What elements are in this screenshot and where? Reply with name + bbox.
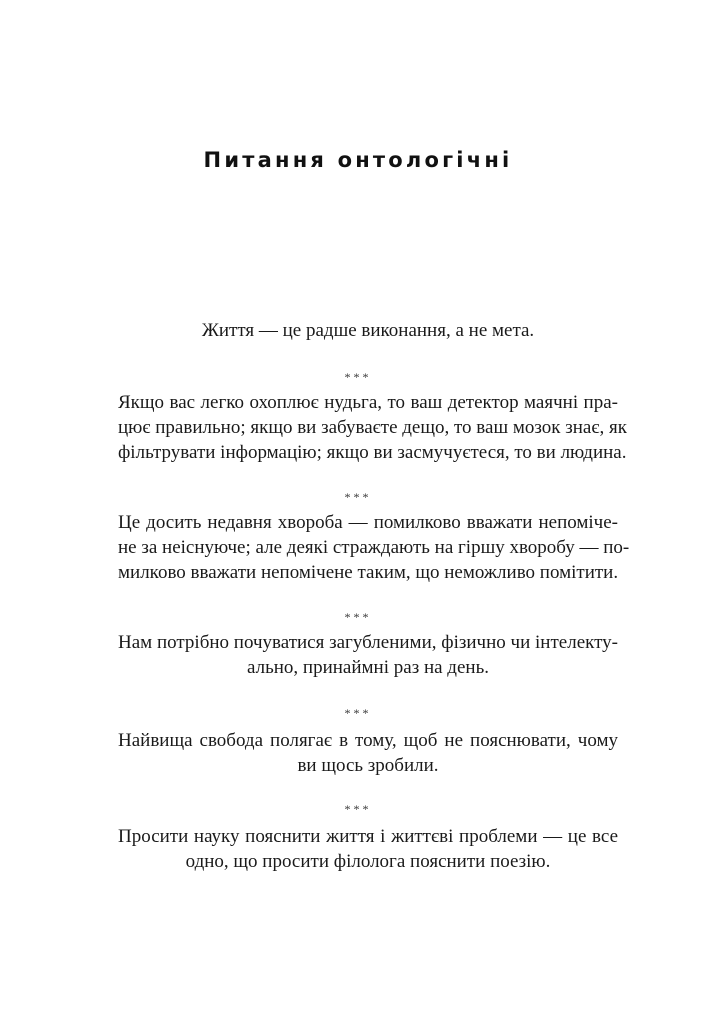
- aphorism-line: ви щось зробили.: [297, 755, 439, 776]
- separator: ***: [344, 610, 372, 624]
- aphorism-line: цює правильно; якщо ви забуваєте дещо, то ваш мозок знає, як: [118, 417, 627, 438]
- aphorism-line: фільтрувати інформацію; якщо ви засмучуєтеся, то ви людина.: [118, 442, 627, 463]
- separator: ***: [344, 490, 372, 504]
- aphorism-line: Найвища свобода полягає в тому, щоб не пояснювати, чому: [118, 730, 618, 751]
- aphorism-line: Якщо вас легко охоплює нудьга, то ваш детектор маячні пра-: [118, 392, 618, 413]
- aphorism-line: Життя — це радше виконання, а не мета.: [201, 320, 535, 341]
- aphorism-line: Це досить недавня хвороба — помилково вважати непоміче-: [118, 512, 618, 533]
- separator: ***: [344, 706, 372, 720]
- aphorism-2: [118, 390, 627, 465]
- aphorism-line: одно, що просити філолога пояснити поезію.: [185, 851, 551, 872]
- aphorism-4: [118, 630, 618, 680]
- aphorism-6: [118, 824, 618, 874]
- separator: ***: [344, 370, 372, 384]
- chapter-title: Питання онтологічні: [203, 148, 513, 172]
- aphorism-line: ально, принаймні раз на день.: [247, 657, 489, 678]
- aphorism-1: [118, 318, 618, 343]
- aphorism-3: [118, 510, 630, 585]
- aphorism-line: Просити науку пояснити життя і життєві проблеми — це все: [118, 826, 618, 847]
- aphorism-line: Нам потрібно почуватися загубленими, фізично чи інтелекту-: [118, 632, 618, 653]
- aphorism-5: [118, 728, 618, 778]
- aphorism-line: не за неіснуюче; але деякі страждають на гіршу хворобу — по-: [118, 537, 630, 558]
- aphorism-line: милково вважати непомічене таким, що неможливо помітити.: [118, 562, 619, 583]
- separator: ***: [344, 802, 372, 816]
